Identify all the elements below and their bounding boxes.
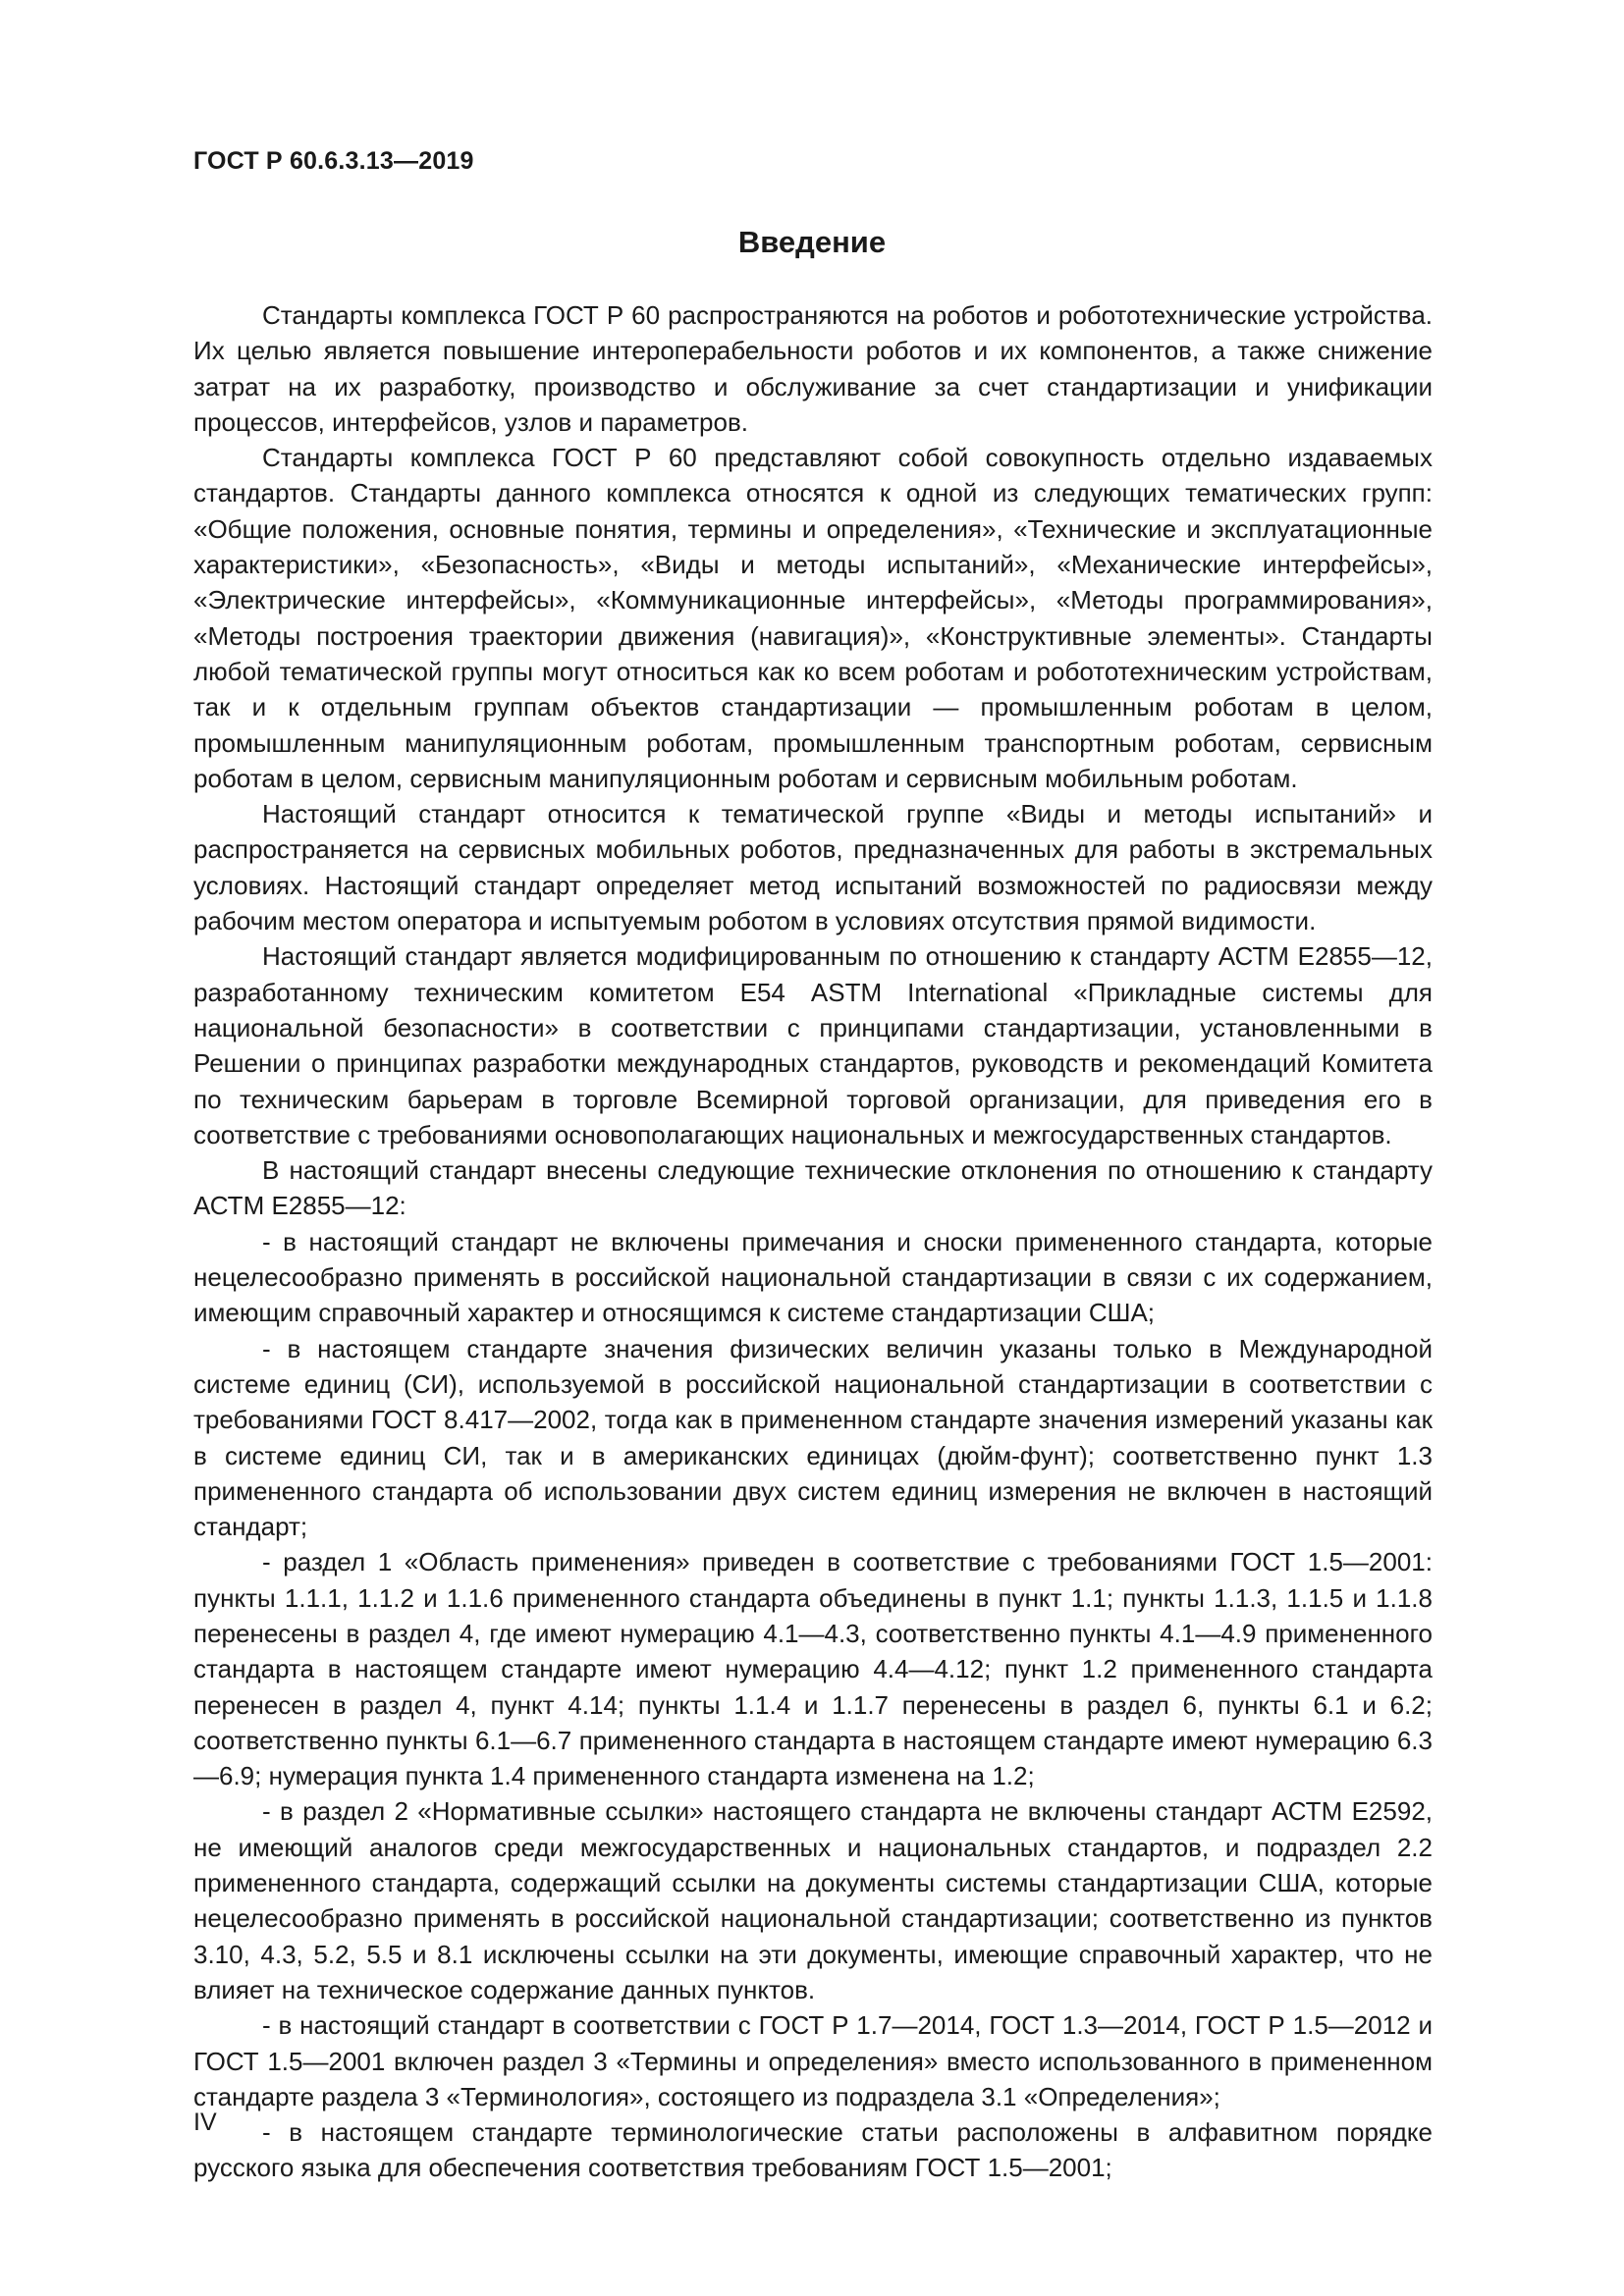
body-text (193, 297, 1433, 2186)
section-title: Введение (737, 225, 887, 259)
list-item-units: - в настоящем стандарте значения физических величин указаны только в Международной системе единиц (СИ), используемой в российской национальной стандартизации в соответствии с требованиями ГОСТ 8.417—2002, тогда как в примененном стандарте значения измерений указаны как в системе единиц СИ, так и в американских единицах (дюйм-фунт); соответственно пункт 1.3 примененного стандарта об использовании двух систем единиц измерения не включен в настоящий стандарт; (193, 1333, 1433, 1542)
page-number: IV (193, 2109, 217, 2136)
list-item-section-2: - в раздел 2 «Нормативные ссылки» настоящего стандарта не включены стандарт АСТМ Е2592, не имеющий аналогов среди межгосударственных и национальных стандартов, и подраздел 2.2 примененного стандарта, содержащий ссылки на документы системы стандартизации США, которые нецелесообразно применять в российской национальной стандартизации; соответственно из пунктов 3.10, 4.3, 5.2, 5.5 и 8.1 исключены ссылки на эти документы, имеющие справочный характер, что не влияет на техническое содержание данных пунктов. (193, 1796, 1433, 2004)
list-item-notes: - в настоящий стандарт не включены примечания и сноски примененного стандарта, которые нецелесообразно применять в российской национальной стандартизации в связи с их содержанием, имеющим справочный характер и относящимся к системе стандартизации США; (193, 1226, 1433, 1328)
paragraph-scope: Стандарты комплекса ГОСТ Р 60 распространяются на роботов и робототехнические устройства. Их целью является повышение интероперабельности роботов и их компонентов, а также снижение затрат на их разработку, производство и обслуживание за счет стандартизации и унификации процессов, интерфейсов, узлов и параметров. (193, 300, 1433, 437)
list-item-terminology-order: - в настоящем стандарте терминологические статьи расположены в алфавитном порядке русского языка для обеспечения соответствия требованиям ГОСТ 1.5—2001; (193, 2117, 1433, 2183)
paragraph-deviations-intro: В настоящий стандарт внесены следующие технические отклонения по отношению к стандарту АСТМ Е2855—12: (193, 1155, 1433, 1221)
document-code: ГОСТ Р 60.6.3.13—2019 (193, 147, 474, 175)
list-item-section-1: - раздел 1 «Область применения» приведен в соответствие с требованиями ГОСТ 1.5—2001: пункты 1.1.1, 1.1.2 и 1.1.6 примененного стандарта объединены в пункт 1.1; пункты 1.1.3, 1.1.5 и 1.1.8 перенесены в раздел 4, где имеют нумерацию 4.1—4.3, соответственно пункты 4.1—4.9 примененного стандарта в настоящем стандарте имеют нумерацию 4.4—4.12; пункт 1.2 примененного стандарта перенесен в раздел 4, пункт 4.14; пункты 1.1.4 и 1.1.7 перенесены в раздел 6, пункты 6.1 и 6.2; соответственно пункты 6.1—6.7 примененного стандарта в настоящем стандарте имеют нумерацию 6.3—6.9; нумерация пункта 1.4 примененного стандарта изменена на 1.2; (193, 1547, 1433, 1791)
paragraph-applicability: Настоящий стандарт относится к тематической группе «Виды и методы испытаний» и распространяется на сервисных мобильных роботов, предназначенных для работы в экстремальных условиях. Настоящий стандарт определяет метод испытаний возможностей по радиосвязи между рабочим местом оператора и испытуемым роботом в условиях отсутствия прямой видимости. (193, 799, 1433, 936)
paragraph-groups: Стандарты комплекса ГОСТ Р 60 представляют собой совокупность отдельно издаваемых стандартов. Стандарты данного комплекса относятся к одной из следующих тематических групп: «Общие положения, основные понятия, термины и определения», «Технические и эксплуатационные характеристики», «Безопасность», «Виды и методы испытаний», «Механические интерфейсы», «Электрические интерфейсы», «Коммуникационные интерфейсы», «Методы программирования», «Методы построения траектории движения (навигация)», «Конструктивные элементы». Стандарты любой тематической группы могут относиться как ко всем роботам и робототехническим устройствам, так и к отдельным группам объектов стандартизации — промышленным роботам в целом, промышленным манипуляционным роботам, промышленным транспортным роботам, сервисным роботам в целом, сервисным манипуляционным роботам и сервисным мобильным роботам. (193, 443, 1433, 793)
paragraph-modification: Настоящий стандарт является модифицированным по отношению к стандарту АСТМ Е2855—12, разработанному техническим комитетом Е54 ASTM International «Прикладные системы для национальной безопасности» в соответствии с принципами стандартизации, установленными в Решении о принципах разработки международных стандартов, руководств и рекомендаций Комитета по техническим барьерам в торговле Всемирной торговой организации, для приведения его в соответствие с требованиями основополагающих национальных и межгосударственных стандартов. (193, 941, 1433, 1149)
list-item-section-3: - в настоящий стандарт в соответствии с ГОСТ Р 1.7—2014, ГОСТ 1.3—2014, ГОСТ Р 1.5—2012 и ГОСТ 1.5—2001 включен раздел 3 «Термины и определения» вместо использованного в примененном стандарте раздела 3 «Терминология», состоящего из подраздела 3.1 «Определения»; (193, 2010, 1433, 2111)
